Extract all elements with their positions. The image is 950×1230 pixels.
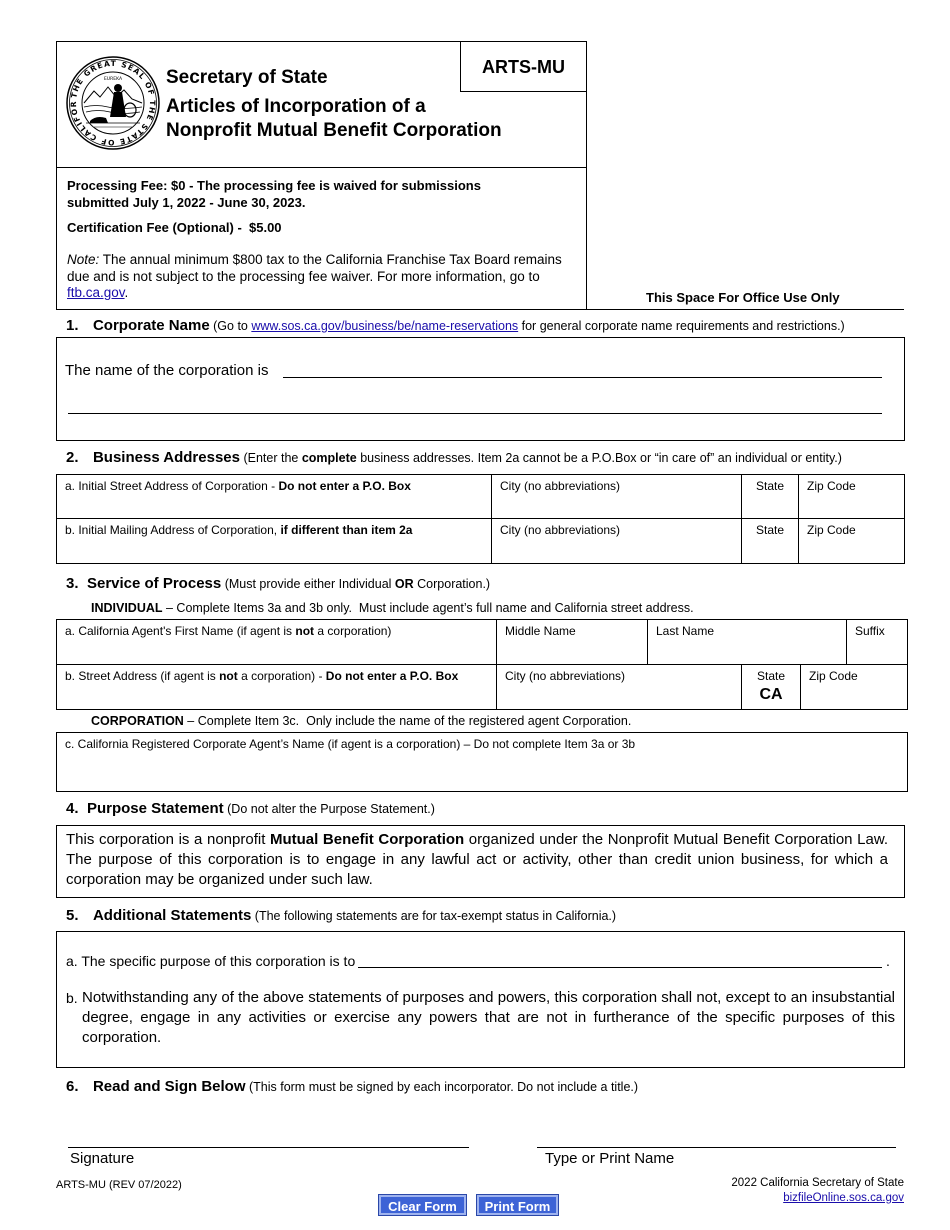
section1-note-pre: (Go to — [209, 319, 252, 333]
specific-purpose-end: . — [886, 953, 890, 969]
mailing-city-field[interactable] — [492, 519, 741, 563]
mailing-address-label: b. Initial Mailing Address of Corporation, — [65, 523, 281, 537]
street-address-label-bold: Do not enter a P.O. Box — [278, 479, 411, 493]
corporation-text: – Complete Item 3c. Only include the name of the registered agent Corporation. — [183, 714, 632, 728]
corporation-label: CORPORATION — [91, 714, 184, 728]
form-title-line1: Articles of Incorporation of a — [166, 96, 426, 117]
print-form-button[interactable]: Print Form — [477, 1195, 558, 1215]
agent-last-name-label: Last Name — [656, 624, 715, 638]
form-code: ARTS-MU — [482, 57, 565, 77]
section3-heading — [66, 575, 490, 593]
fee-note — [67, 252, 567, 302]
section3-note-pre: (Must provide either Individual — [221, 577, 395, 591]
certification-fee: Certification Fee (Optional) - $5.00 — [67, 220, 282, 235]
individual-instructions — [91, 601, 694, 615]
section5-number: 5. — [66, 907, 79, 924]
agent-state-field — [742, 665, 800, 709]
mailing-zip-field[interactable] — [799, 519, 904, 563]
fee-line-2: submitted July 1, 2022 - June 30, 2023. — [67, 195, 306, 210]
agent-middle-name-label: Middle Name — [505, 624, 576, 638]
section1-number: 1. — [66, 317, 79, 334]
svg-text:EUREKA: EUREKA — [103, 77, 123, 82]
section2-heading — [66, 449, 842, 467]
office-use-label: This Space For Office Use Only — [646, 290, 840, 305]
section5-note: (The following statements are for tax-exempt status in California.) — [251, 909, 617, 923]
agent-street-pre: b. Street Address (if agent is — [65, 669, 220, 683]
corporate-name-box — [56, 337, 905, 441]
corporate-agent-label: c. California Registered Corporate Agent’s Name (if agent is a corporation) – Do not complete Item 3a or 3b — [65, 737, 636, 751]
form-title-line2: Nonprofit Mutual Benefit Corporation — [166, 120, 502, 141]
note-text: The annual minimum $800 tax to the California Franchise Tax Board remains due and is not subject to the processing fee waiver. For more information, go to — [67, 252, 562, 284]
ftb-link[interactable]: ftb.ca.gov — [67, 285, 125, 300]
agent-street-mid: a corporation) - — [237, 669, 326, 683]
agent-street-bold: not — [219, 669, 238, 683]
section6-heading — [66, 1078, 638, 1096]
section5-title: Additional Statements — [92, 907, 252, 924]
purpose-text-pre: This corporation is a nonprofit — [66, 831, 270, 848]
agent-first-name-bold: not — [295, 624, 315, 638]
mailing-state-field[interactable] — [742, 519, 798, 563]
section4-note: (Do not alter the Purpose Statement.) — [223, 802, 435, 816]
specific-purpose-label: a. The specific purpose of this corporation is to — [66, 953, 356, 969]
agent-first-name-field[interactable] — [57, 620, 496, 664]
section3-note-bold: OR — [394, 577, 414, 591]
svg-text:THE GREAT SEAL OF THE STATE OF: THE GREAT SEAL OF THE STATE OF CALIFOR — [68, 58, 158, 148]
corporate-name-input-line1[interactable] — [283, 377, 882, 378]
agent-suffix-label: Suffix — [855, 624, 885, 638]
corporation-instructions — [91, 714, 631, 728]
agent-zip-label: Zip Code — [809, 669, 858, 683]
agent-suffix-field[interactable] — [847, 620, 907, 664]
print-name-input-line[interactable] — [537, 1147, 896, 1148]
agent-last-name-field[interactable] — [648, 620, 846, 664]
street-zip-label: Zip Code — [807, 479, 856, 493]
agent-state-label: State — [756, 669, 786, 683]
note-label: Note: — [67, 252, 100, 267]
bizfile-link[interactable]: bizfileOnline.sos.ca.gov — [783, 1192, 904, 1204]
clear-form-button[interactable]: Clear Form — [379, 1195, 466, 1215]
mailing-address-field[interactable] — [57, 519, 491, 563]
street-city-field[interactable] — [492, 475, 741, 518]
street-address-field[interactable] — [57, 475, 491, 518]
section4-number: 4. — [66, 800, 79, 817]
agent-city-field[interactable] — [497, 665, 741, 709]
section1-note-post: for general corporate name requirements and restrictions.) — [518, 319, 845, 333]
agent-city-label: City (no abbreviations) — [505, 669, 626, 683]
corporate-name-label: The name of the corporation is — [65, 362, 269, 379]
section4-title: Purpose Statement — [86, 800, 224, 817]
street-zip-field[interactable] — [799, 475, 904, 518]
specific-purpose-input-line[interactable] — [358, 967, 882, 968]
agent-street-bold2: Do not enter a P.O. Box — [325, 669, 459, 683]
section1-heading — [66, 317, 845, 335]
purpose-text-bold: Mutual Benefit Corporation — [269, 831, 465, 848]
street-address-label: a. Initial Street Address of Corporation - — [65, 479, 279, 493]
agent-first-name-post: a corporation) — [314, 624, 392, 638]
street-city-label: City (no abbreviations) — [500, 479, 621, 493]
agent-zip-field[interactable] — [801, 665, 907, 709]
section5-heading — [66, 907, 616, 925]
statement-b-marker: b. — [66, 990, 78, 1006]
form-revision: ARTS-MU (REV 07/2022) — [56, 1179, 182, 1191]
agent-first-name-pre: a. California Agent's First Name (if agent is — [65, 624, 296, 638]
signature-input-line[interactable] — [68, 1147, 469, 1148]
agent-state-value: CA — [759, 686, 783, 703]
fee-line-1: Processing Fee: $0 - The processing fee is waived for submissions — [67, 178, 481, 193]
section6-title: Read and Sign Below — [92, 1078, 246, 1095]
name-reservations-link[interactable]: www.sos.ca.gov/business/be/name-reservations — [251, 319, 519, 333]
signature-label: Signature — [70, 1150, 135, 1167]
purpose-text-post: organized under the Nonprofit Mutual Benefit Corporation Law. The purpose of this corporation is to engage in any lawful act or activity, other than credit union business, for which a corporation may be organized under such law. — [66, 831, 888, 888]
section2-number: 2. — [66, 449, 79, 466]
section3-note-post: Corporation.) — [413, 577, 491, 591]
street-state-label: State — [755, 479, 785, 493]
state-seal-icon — [66, 55, 160, 151]
section6-number: 6. — [66, 1078, 79, 1095]
section3-number: 3. — [66, 575, 79, 592]
mailing-address-label-bold: if different than item 2a — [280, 523, 413, 537]
copyright-text: 2022 California Secretary of State — [731, 1177, 904, 1189]
individual-text: – Complete Items 3a and 3b only. Must include agent’s full name and California street address. — [162, 601, 694, 615]
street-state-field[interactable] — [742, 475, 798, 518]
section2-note-post: business addresses. Item 2a cannot be a P.O.Box or “in care of” an individual or entity.) — [356, 451, 842, 465]
print-name-label: Type or Print Name — [545, 1150, 675, 1167]
individual-label: INDIVIDUAL — [91, 601, 163, 615]
mailing-city-label: City (no abbreviations) — [500, 523, 621, 537]
purpose-statement-text — [66, 830, 888, 890]
section2-note-bold: complete — [301, 451, 357, 465]
section3-title: Service of Process — [86, 575, 222, 592]
section4-heading — [66, 800, 435, 818]
mailing-zip-label: Zip Code — [807, 523, 856, 537]
section6-note: (This form must be signed by each incorporator. Do not include a title.) — [245, 1080, 639, 1094]
agent-middle-name-field[interactable] — [497, 620, 647, 664]
agent-street-field[interactable] — [57, 665, 496, 709]
mailing-state-label: State — [755, 523, 785, 537]
agency-name: Secretary of State — [166, 67, 328, 88]
corporate-name-input-line2[interactable] — [68, 413, 882, 414]
section2-note-pre: (Enter the — [239, 451, 302, 465]
statement-b-text: Notwithstanding any of the above statements of purposes and powers, this corporation shall not, except to an insubstantial degree, engage in any activities or exercise any powers that are not in furtherance of the specific purposes of this corporation. — [82, 989, 895, 1046]
section2-title: Business Addresses — [92, 449, 240, 466]
note-end: . — [124, 285, 129, 300]
section1-title: Corporate Name — [92, 317, 210, 334]
